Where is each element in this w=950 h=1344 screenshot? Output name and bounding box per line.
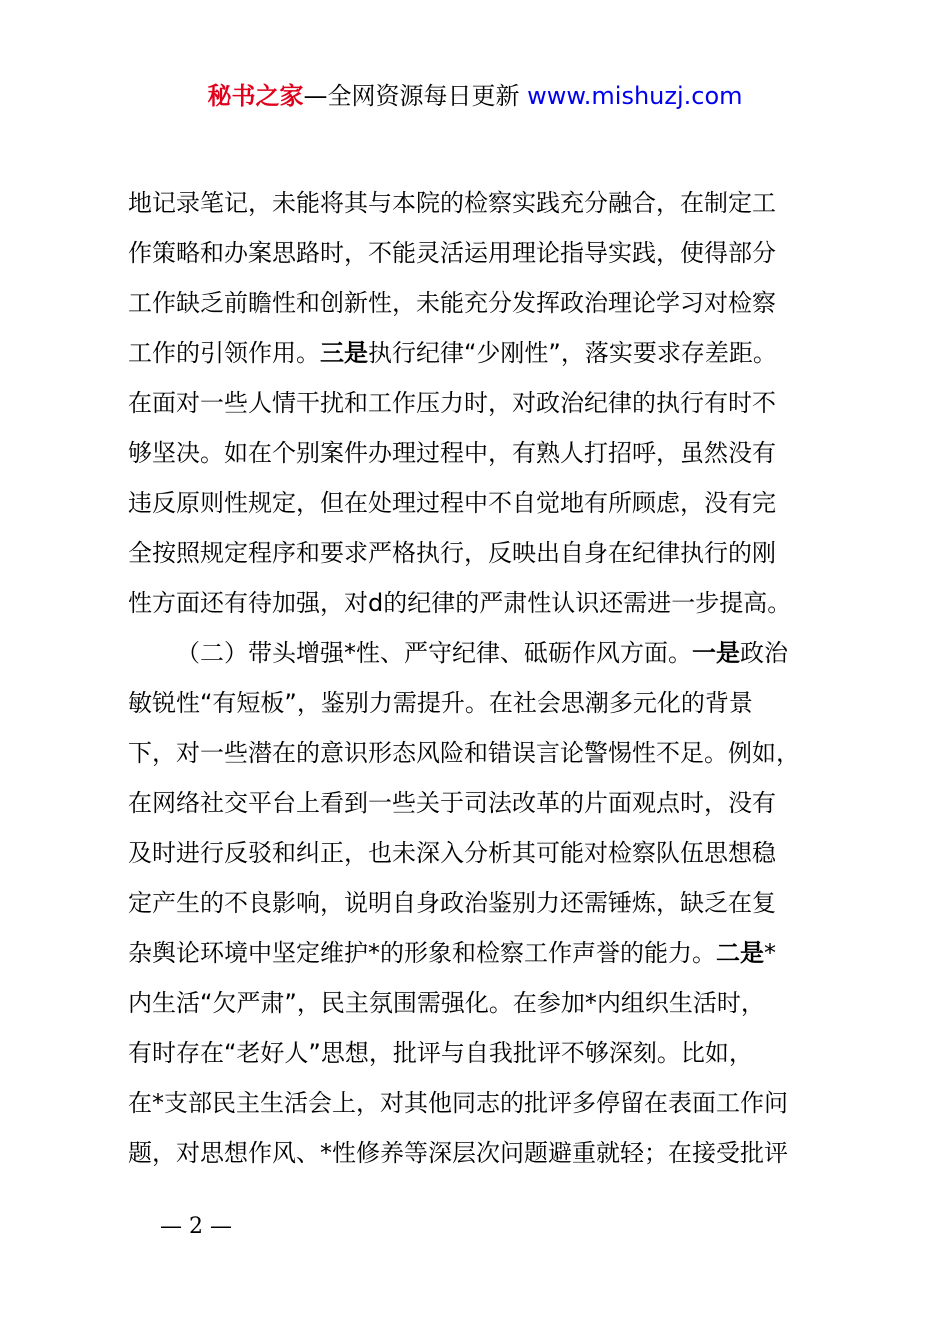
bold-marker: 三是 [320,339,368,367]
text-line: 题，对思想作风、*性修养等深层次问题避重就轻；在接受批评 [128,1139,788,1167]
text-line: 下，对一些潜在的意识形态风险和错误言论警惕性不足。例如， [128,739,800,767]
text-line: 在*支部民主生活会上，对其他同志的批评多停留在表面工作问 [128,1089,788,1117]
text-line: 作策略和办案思路时，不能灵活运用理论指导实践，使得部分 [128,239,776,267]
bold-marker: 二是 [716,939,764,967]
site-url-link[interactable]: www.mishuzj.com [527,82,743,110]
text-line: 违反原则性规定，但在处理过程中不自觉地有所顾虑，没有完 [128,489,776,517]
text-line: 工作缺乏前瞻性和创新性，未能充分发挥政治理论学习对检察 [128,289,776,317]
text-line: （二）带头增强*性、严守纪律、砥砺作风方面。一是政治 [176,639,788,667]
text-line: 工作的引领作用。三是执行纪律“少刚性”，落实要求存差距。 [128,339,777,367]
site-brand: 秘书之家 [207,82,304,110]
text-line: 够坚决。如在个别案件办理过程中，有熟人打招呼，虽然没有 [128,439,776,467]
text-line: 在面对一些人情干扰和工作压力时，对政治纪律的执行有时不 [128,389,776,417]
text-line: 性方面还有待加强，对d的纪律的严肃性认识还需进一步提高。 [128,589,792,617]
text-line: 定产生的不良影响，说明自身政治鉴别力还需锤炼，缺乏在复 [128,889,776,917]
bold-marker: 一是 [692,639,740,667]
text-line: 有时存在“老好人”思想，批评与自我批评不够深刻。比如， [128,1039,753,1067]
text-line: 地记录笔记，未能将其与本院的检察实践充分融合，在制定工 [128,189,776,217]
site-header [0,80,950,112]
site-tagline: —全网资源每日更新 [303,82,528,110]
text-line: 及时进行反驳和纠正，也未深入分析其可能对检察队伍思想稳 [128,839,776,867]
text-line: 杂舆论环境中坚定维护*的形象和检察工作声誉的能力。二是* [128,939,776,967]
text-line: 在网络社交平台上看到一些关于司法改革的片面观点时，没有 [128,789,776,817]
text-line: 全按照规定程序和要求严格执行，反映出自身在纪律执行的刚 [128,539,776,567]
page-number: — 2 — [160,1214,232,1239]
document-body [128,178,840,1178]
text-line: 内生活“欠严肃”，民主氛围需强化。在参加*内组织生活时， [128,989,765,1017]
text-line: 敏锐性“有短板”，鉴别力需提升。在社会思潮多元化的背景 [128,689,753,717]
